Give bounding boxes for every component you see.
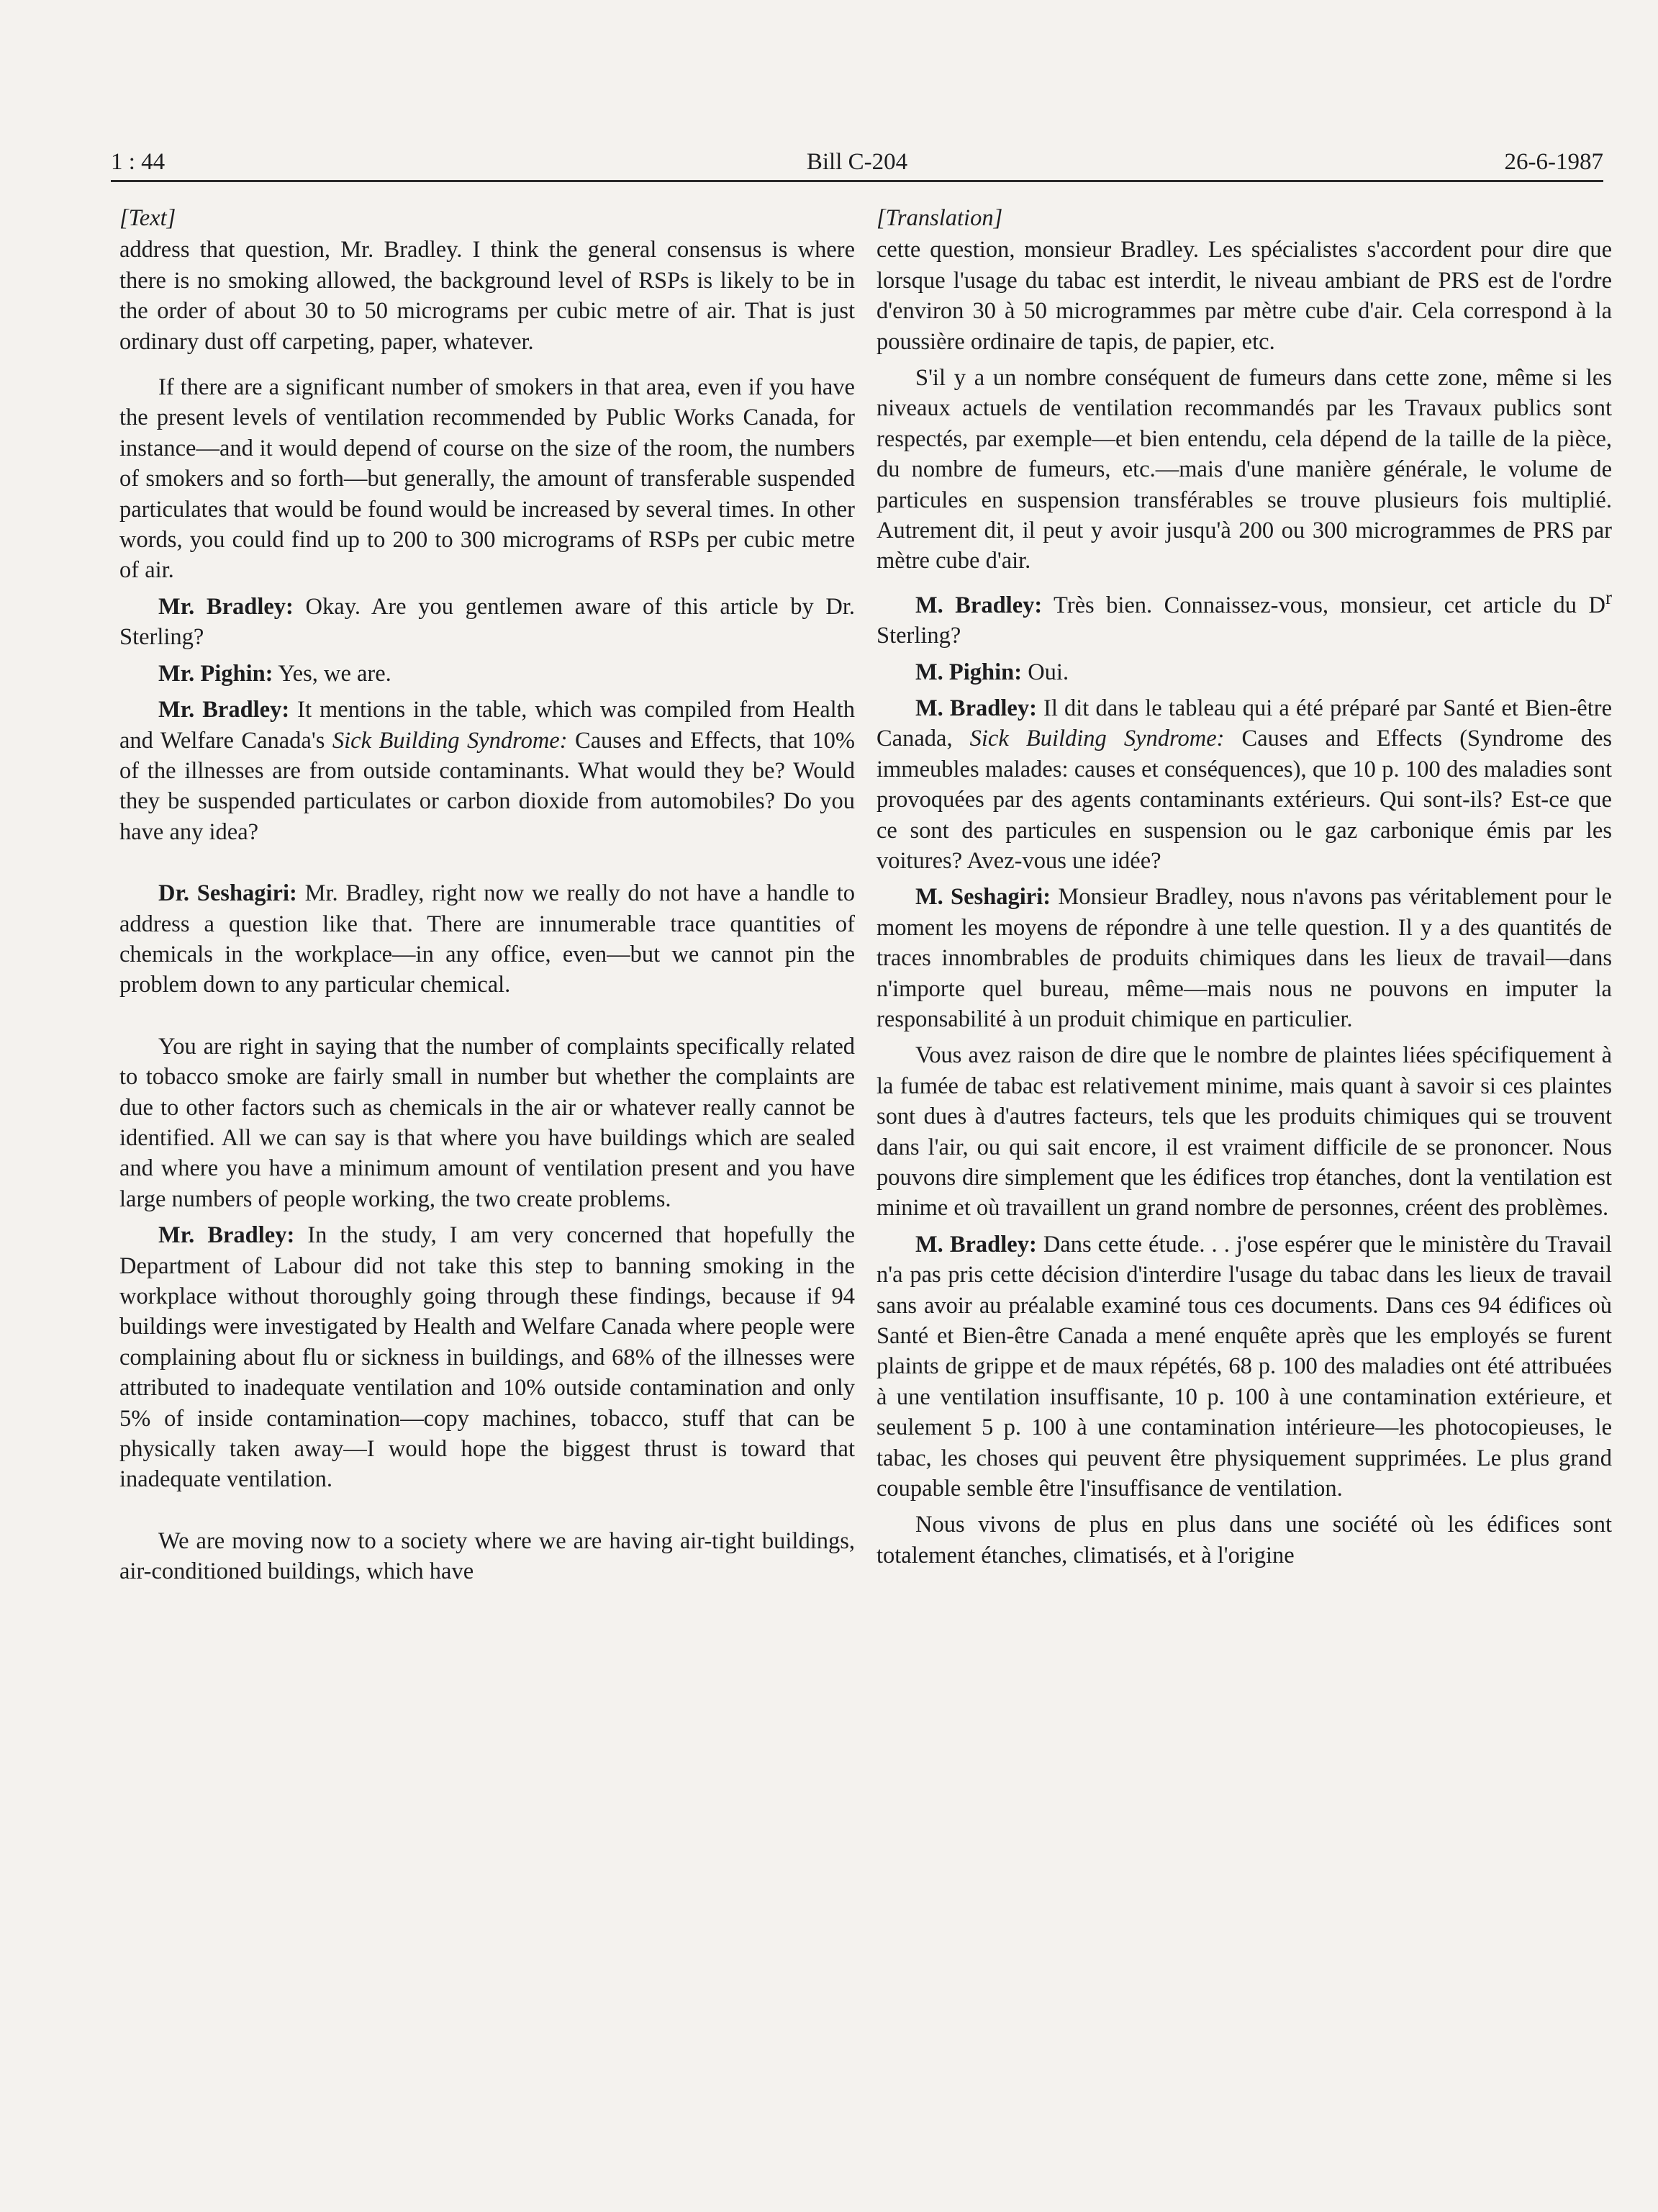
paragraph: You are right in saying that the number of complaints specifically related to tobacco smoke are fairly small in number but whether the complaints are due to other factors such as chemicals in the air or whatever really cannot be identified. All we can say is that where you have buildings which are sealed and where you have a minimum amount of ventilation present and you have large numbers of people working, the two create problems. [119, 1033, 855, 1212]
speech-text: Très bien. Connaissez-vous, monsieur, cet article du D [1042, 592, 1605, 618]
speech-text: Sterling? [876, 623, 961, 649]
speaker-name: Mr. Bradley: [158, 1222, 295, 1249]
speech-text: It mentions in the table, which was compiled from Health and Welfare Canada's [119, 697, 855, 754]
bill-title: Bill C-204 [806, 149, 908, 175]
speaker-name: Mr. Pighin: [158, 660, 273, 687]
paragraph [119, 592, 855, 653]
paragraph [876, 693, 1612, 876]
speaker-name: M. Bradley: [915, 695, 1037, 721]
speech-text: In the study, I am very concerned that hopefully the Department of Labour did not take this step to banning smoking in the workplace without thoroughly going through these findings, because if 94 buildings were investigated by Health and Welfare Canada where people were complaining about flu or sickness in buildings, and 68% of the illnesses were attributed to inadequate ventilation and 10% outside contamination and only 5% of inside contamination—copy machines, tobacco, stuff that can be physically taken away—I would hope the biggest thrust is toward that inadequate ventilation. [119, 1222, 856, 1493]
paragraph [876, 1229, 1612, 1504]
publication-title: Sick Building Syndrome: [969, 726, 1225, 752]
page-number: 1 : 44 [111, 149, 166, 175]
page-header [111, 141, 1603, 180]
paragraph [876, 882, 1612, 1034]
speech-text: Causes and Effects, that 10% of the illnesses are from outside contaminants. What would they be? Would they be suspended particulates or carbon dioxide from automobiles? Do you have any idea? [119, 727, 855, 845]
speech-text: Monsieur Bradley, nous n'avons pas véritablement pour le moment les moyens de répondre à une telle question. Il y a des quantités de traces innombrables de produits chimiques dans les lieux de travail—dans n'importe quel bureau, même—mais nous ne pouvons en imputer la responsabilité à un produit chimique en particulier. [876, 884, 1612, 1032]
speaker-name: M. Pighin: [915, 659, 1023, 685]
paragraph: Vous avez raison de dire que le nombre de plaintes liées spécifiquement à la fumée de tabac est relativement minime, mais quant à savoir si ces plaintes sont dues à d'autres facteurs, tels que les produits chimiques qui se trouvent dans l'air, ou qui sait encore, il est vraiment difficile de se prononcer. Nous pouvons dire simplement que les édifices trop étanches, dont la ventilation est minime et où travaillent un grand nombre de personnes, créent des problèmes. [876, 1042, 1612, 1222]
paragraph [876, 657, 1612, 687]
paragraph [119, 878, 855, 1001]
speech-text: Oui. [1022, 659, 1069, 685]
speaker-name: Mr. Bradley: [158, 697, 290, 723]
speaker-name: Dr. Seshagiri: [158, 880, 297, 907]
speech-text: Dans cette étude. . . j'ose espérer que le ministère du Travail n'a pas pris cette décision d'interdire l'usage du tabac dans les lieux de travail sans avoir au préalable examiné tous ces documents. Dans ces 94 édifices où Santé et Bien-être Canada a mené enquête après que les employés se furent plaints de grippe et de maux répétés, 68 p. 100 des maladies ont été attribuées à une ventilation insuffisante, 10 p. 100 à une contamination extérieure, et seulement 5 p. 100 à une contamination intérieure—les photocopieuses, le tabac, les choses qui peuvent être physiquement supprimées. Le plus grand coupable semble être l'insuffisance de ventilation. [876, 1231, 1612, 1502]
superscript: r [1605, 586, 1612, 608]
speaker-name: M. Seshagiri: [915, 884, 1051, 911]
speech-text: Yes, we are. [273, 660, 391, 687]
paragraph [119, 659, 855, 689]
speech-text: Okay. Are you gentlemen aware of this article by Dr. Sterling? [119, 593, 855, 651]
page-date: 26-6-1987 [1504, 149, 1603, 175]
column-label-translation: [Translation] [876, 205, 1003, 231]
paragraph: We are moving now to a society where we are having air-tight buildings, air-conditioned buildings, which have [119, 1527, 855, 1585]
speaker-name: M. Bradley: [915, 592, 1043, 618]
paragraph [119, 695, 855, 847]
french-column [876, 203, 1612, 1571]
speech-text: Il dit dans le tableau qui a été préparé par Santé et Bien-être Canada, [876, 695, 1612, 752]
paragraph: Nous vivons de plus en plus dans une société où les édifices sont totalement étanches, climatisés, et à l'origine [876, 1512, 1612, 1568]
speech-text: Mr. Bradley, right now we really do not have a handle to address a question like that. There are innumerable trace quantities of chemicals in the workplace—in any office, even—but we cannot pin the problem down to any particular chemical. [119, 880, 855, 998]
english-column [119, 203, 855, 1587]
paragraph [119, 1220, 855, 1495]
speaker-name: M. Bradley: [915, 1231, 1037, 1258]
paragraph: If there are a significant number of smokers in that area, even if you have the present levels of ventilation recommended by Public Works Canada, for instance—and it would depend of course on the size of the room, the numbers of smokers and so forth—but generally, the amount of transferable suspended particulates that would be found would be increased by several times. In other words, you could find up to 200 to 300 micrograms of RSPs per cubic metre of air. [119, 374, 855, 584]
publication-title: Sick Building Syndrome: [332, 727, 568, 754]
column-label-text: [Text] [119, 205, 176, 231]
paragraph: address that question, Mr. Bradley. I think the general consensus is where there is no smoking allowed, the background level of RSPs is likely to be in the order of about 30 to 50 micrograms per cubic metre of air. That is just ordinary dust off carpeting, paper, whatever. [119, 237, 855, 355]
speech-text: Causes and Effects (Syndrome des immeubles malades: causes et conséquences), que 10 p. 100 des maladies sont provoquées par des agents contaminants extérieurs. Qui sont-ils? Est-ce que ce sont des particules en suspension ou le gaz carbonique émis par les voitures? Avez-vous une idée? [876, 726, 1613, 874]
header-rule [111, 180, 1603, 182]
paragraph [876, 582, 1612, 651]
speaker-name: Mr. Bradley: [158, 593, 294, 620]
paragraph: cette question, monsieur Bradley. Les spécialistes s'accordent pour dire que lorsque l'usage du tabac est interdit, le niveau ambiant de PRS est de l'ordre d'environ 30 à 50 microgrammes par mètre cube d'air. Cela correspond à la poussière ordinaire de tapis, de papier, etc. [876, 237, 1612, 355]
paragraph: S'il y a un nombre conséquent de fumeurs dans cette zone, même si les niveaux actuels de ventilation recommandés par les Travaux publics sont respectés, par exemple—et bien entendu, cela dépend de la taille de la pièce, du nombre de fumeurs, etc.—mais d'une manière générale, le volume de particules en suspension transférables se trouve plusieurs fois multiplié. Autrement dit, il peut y avoir jusqu'à 200 ou 300 microgrammes de PRS par mètre cube d'air. [876, 365, 1612, 574]
